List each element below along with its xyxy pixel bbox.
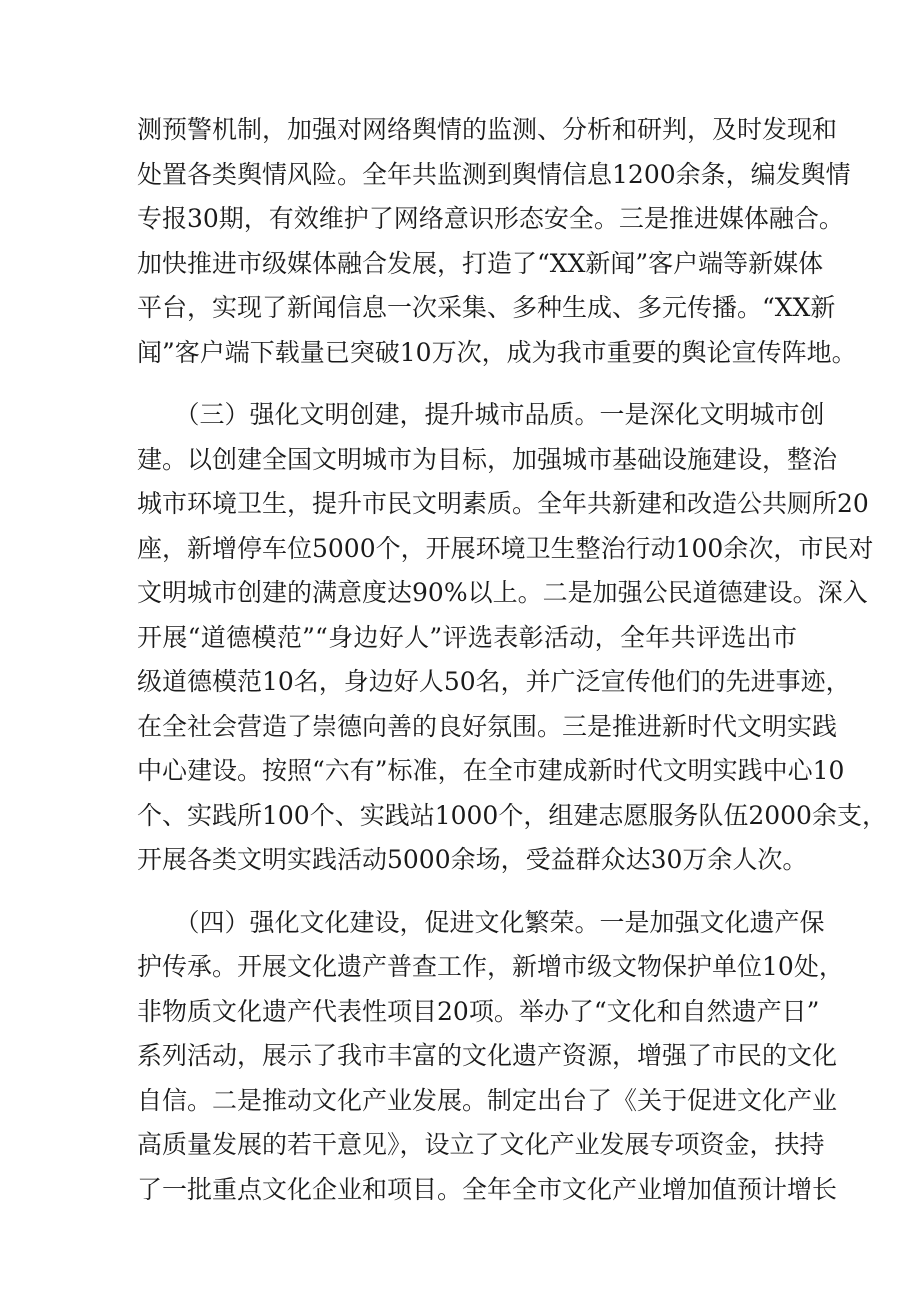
text-line: 级道德模范10名，身边好人50名，并广泛宣传他们的先进事迹， [137,667,851,696]
text-line: （四）强化文化建设，促进文化繁荣。一是加强文化遗产保 [137,907,825,937]
text-line: 开展各类文明实践活动5000余场，受益群众达30万余人次。 [137,845,808,874]
text-line: 测预警机制，加强对网络舆情的监测、分析和研判，及时发现和 [137,115,838,144]
paragraph-spacer [137,883,797,901]
text-line: 加快推进市级媒体融合发展，打造了“XX新闻”客户端等新媒体 [137,248,824,278]
text-line: 高质量发展的若干意见》，设立了文化产业发展专项资金，扶持 [137,1130,825,1159]
text-line: 专报30期，有效维护了网络意识形态安全。三是推进媒体融合。 [137,204,844,233]
text-line: 处置各类舆情风险。全年共监测到舆情信息1200余条，编发舆情 [137,159,851,189]
document-body [137,108,887,1212]
text-line: 平台，实现了新闻信息一次采集、多种生成、多元传播。“XX新 [137,293,836,322]
paragraph [137,901,844,1213]
paragraph [137,393,887,883]
paragraph [137,108,857,375]
text-line: 闻”客户端下载量已突破10万次，成为我市重要的舆论宣传阵地。 [137,337,857,367]
text-line: 了一批重点文化企业和项目。全年全市文化产业增加值预计增长 [137,1174,838,1204]
text-line: 建。以创建全国文明城市为目标，加强城市基础设施建设，整治 [137,444,838,474]
text-line: 非物质文化遗产代表性项目20项。举办了“文化和自然遗产日” [137,996,820,1026]
text-line: （三）强化文明创建，提升城市品质。一是深化文明城市创 [137,400,825,429]
text-line: 中心建设。按照“六有”标准，在全市建成新时代文明实践中心10 [137,756,845,785]
text-line: 系列活动，展示了我市丰富的文化遗产资源，增强了市民的文化 [137,1041,838,1070]
text-line: 座，新增停车位5000个，开展环境卫生整治行动100余次，市民对 [137,533,874,563]
paragraph-spacer [137,375,797,393]
text-line: 个、实践所100个、实践站1000个，组建志愿服务队伍2000余支， [137,800,887,830]
text-line: 自信。二是推动文化产业发展。制定出台了《关于促进文化产业 [137,1085,838,1115]
text-line: 护传承。开展文化遗产普查工作，新增市级文物保护单位10处， [137,952,844,981]
text-line: 城市环境卫生，提升市民文明素质。全年共新建和改造公共厕所20 [137,489,869,518]
text-line: 文明城市创建的满意度达90%以上。二是加强公民道德建设。深入 [137,578,868,607]
text-line: 在全社会营造了崇德向善的良好氛围。三是推进新时代文明实践 [137,711,838,741]
text-line: 开展“道德模范”“身边好人”评选表彰活动，全年共评选出市 [137,622,797,652]
